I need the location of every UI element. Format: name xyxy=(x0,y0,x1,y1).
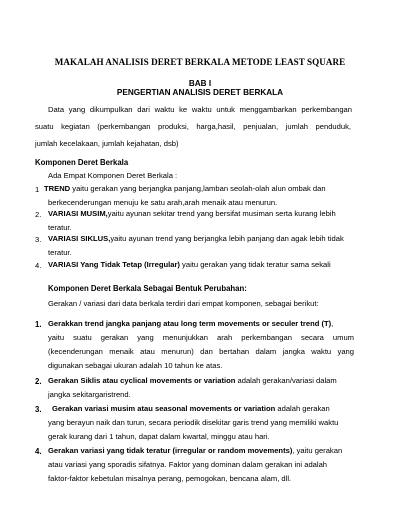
section-heading: Komponen Deret Berkala xyxy=(35,158,129,167)
list-item-text: yaitu gerakan yang berjangka panjang,lamban seolah-olah alun ombak dan xyxy=(70,184,326,193)
list-number: 1 xyxy=(35,185,40,194)
intro-line: jumlah kecelakaan, jumlah kejahatan, dsb) xyxy=(35,139,179,148)
list-number: 3. xyxy=(35,405,42,414)
list-number: 3. xyxy=(35,235,42,244)
list-item-line: atau variasi yang sporadis sifatnya. Faktor yang dominan dalam gerakan ini adalah xyxy=(48,460,328,469)
list-item-line: (kecenderungan menaik atau menurun) dan bertahan dalam jangka waktu yang xyxy=(48,347,354,356)
list-item-line xyxy=(48,444,363,458)
list-item-term: Gerakkan trend jangka panjang atau long term movements or seculer trend (T) xyxy=(48,319,332,328)
list-number: 4. xyxy=(35,447,42,456)
list-item-term: Gerakan variasi musim atau seasonal movements or variation xyxy=(52,404,276,413)
list-item-line: yang berayun naik dan turun, secara periodik disekitar garis trend yang memiliki waktu xyxy=(48,418,339,427)
document-title: MAKALAH ANALISIS DERET BERKALA METODE LEAST SQUARE xyxy=(54,57,346,67)
list-item-term: VARIASI MUSIM, xyxy=(48,209,108,218)
list-item-text: yaitu ayunan sekitar trend yang bersifat musiman serta kurang lebih xyxy=(107,209,336,218)
list-item-line xyxy=(48,317,363,331)
list-number: 4. xyxy=(35,261,42,270)
list-item-line: berkecenderungan menuju ke satu arah,arah menaik atau menurun. xyxy=(48,198,278,207)
list-item-line: faktor-faktor kebetulan misalnya perang, pemogokan, bencana alam, dll. xyxy=(48,474,292,483)
list-item-text: adalah gerakan xyxy=(275,404,330,413)
list-number: 2. xyxy=(35,210,42,219)
chapter-title: PENGERTIAN ANALISIS DERET BERKALA xyxy=(116,88,284,97)
list-item-line xyxy=(48,258,363,272)
section-lead: Ada Empat Komponen Deret Berkala : xyxy=(48,171,178,180)
list-item-line xyxy=(48,207,358,221)
intro-line: suatu kegiatan (perkembangan produksi, harga,hasil, penjualan, jumlah penduduk, xyxy=(35,122,351,131)
section-heading: Komponen Deret Berkala Sebagai Bentuk Perubahan: xyxy=(48,284,247,293)
list-item-text: yaitu ayunan trend yang berjangka lebih panjang dan agak lebih tidak xyxy=(110,234,344,243)
chapter-number: BAB I xyxy=(188,79,212,88)
list-item-line: jangka sekitargaristrend. xyxy=(48,390,131,399)
list-item-text: , yaitu gerakan xyxy=(292,446,343,455)
list-item-text: adalah gerakan/variasi dalam xyxy=(235,376,337,385)
list-item-line: yaitu suatu gerakan yang menunjukkan arah perkembangan secara umum xyxy=(48,333,354,342)
list-number: 1. xyxy=(35,320,42,329)
list-item-term: VARIASI SIKLUS, xyxy=(48,234,111,243)
list-item-line: digunakan sebagai ukuran adalah 10 tahun ke atas. xyxy=(48,361,223,370)
list-item-term: VARIASI Yang Tidak Tetap (Irregular) xyxy=(48,260,180,269)
list-item-text: , xyxy=(331,319,334,328)
intro-line: Data yang dikumpulkan dari waktu ke waktu untuk menggambarkan perkembangan xyxy=(48,105,352,114)
list-item-term: Gerakan Siklis atau cyclical movements or variation xyxy=(48,376,236,385)
list-item-line xyxy=(48,374,363,388)
list-item-line xyxy=(48,232,363,246)
list-item-line xyxy=(44,182,354,196)
list-item-text: yaitu gerakan yang tidak teratur sama sekali xyxy=(179,260,331,269)
list-item-line: teratur. xyxy=(48,248,72,257)
section-lead: Gerakan / variasi dari data berkala terdiri dari empat komponen, sebagai berikut: xyxy=(48,299,319,308)
list-item-line: teratur. xyxy=(48,223,72,232)
list-item-line: gerak kurang dari 1 tahun, dapat dalam kwartal, minggu atau hari. xyxy=(48,432,270,441)
list-item-line xyxy=(52,402,364,416)
list-item-term: Gerakan variasi yang tidak teratur (irregular or random movements) xyxy=(48,446,293,455)
list-number: 2. xyxy=(35,377,42,386)
list-item-term: TREND xyxy=(44,184,71,193)
